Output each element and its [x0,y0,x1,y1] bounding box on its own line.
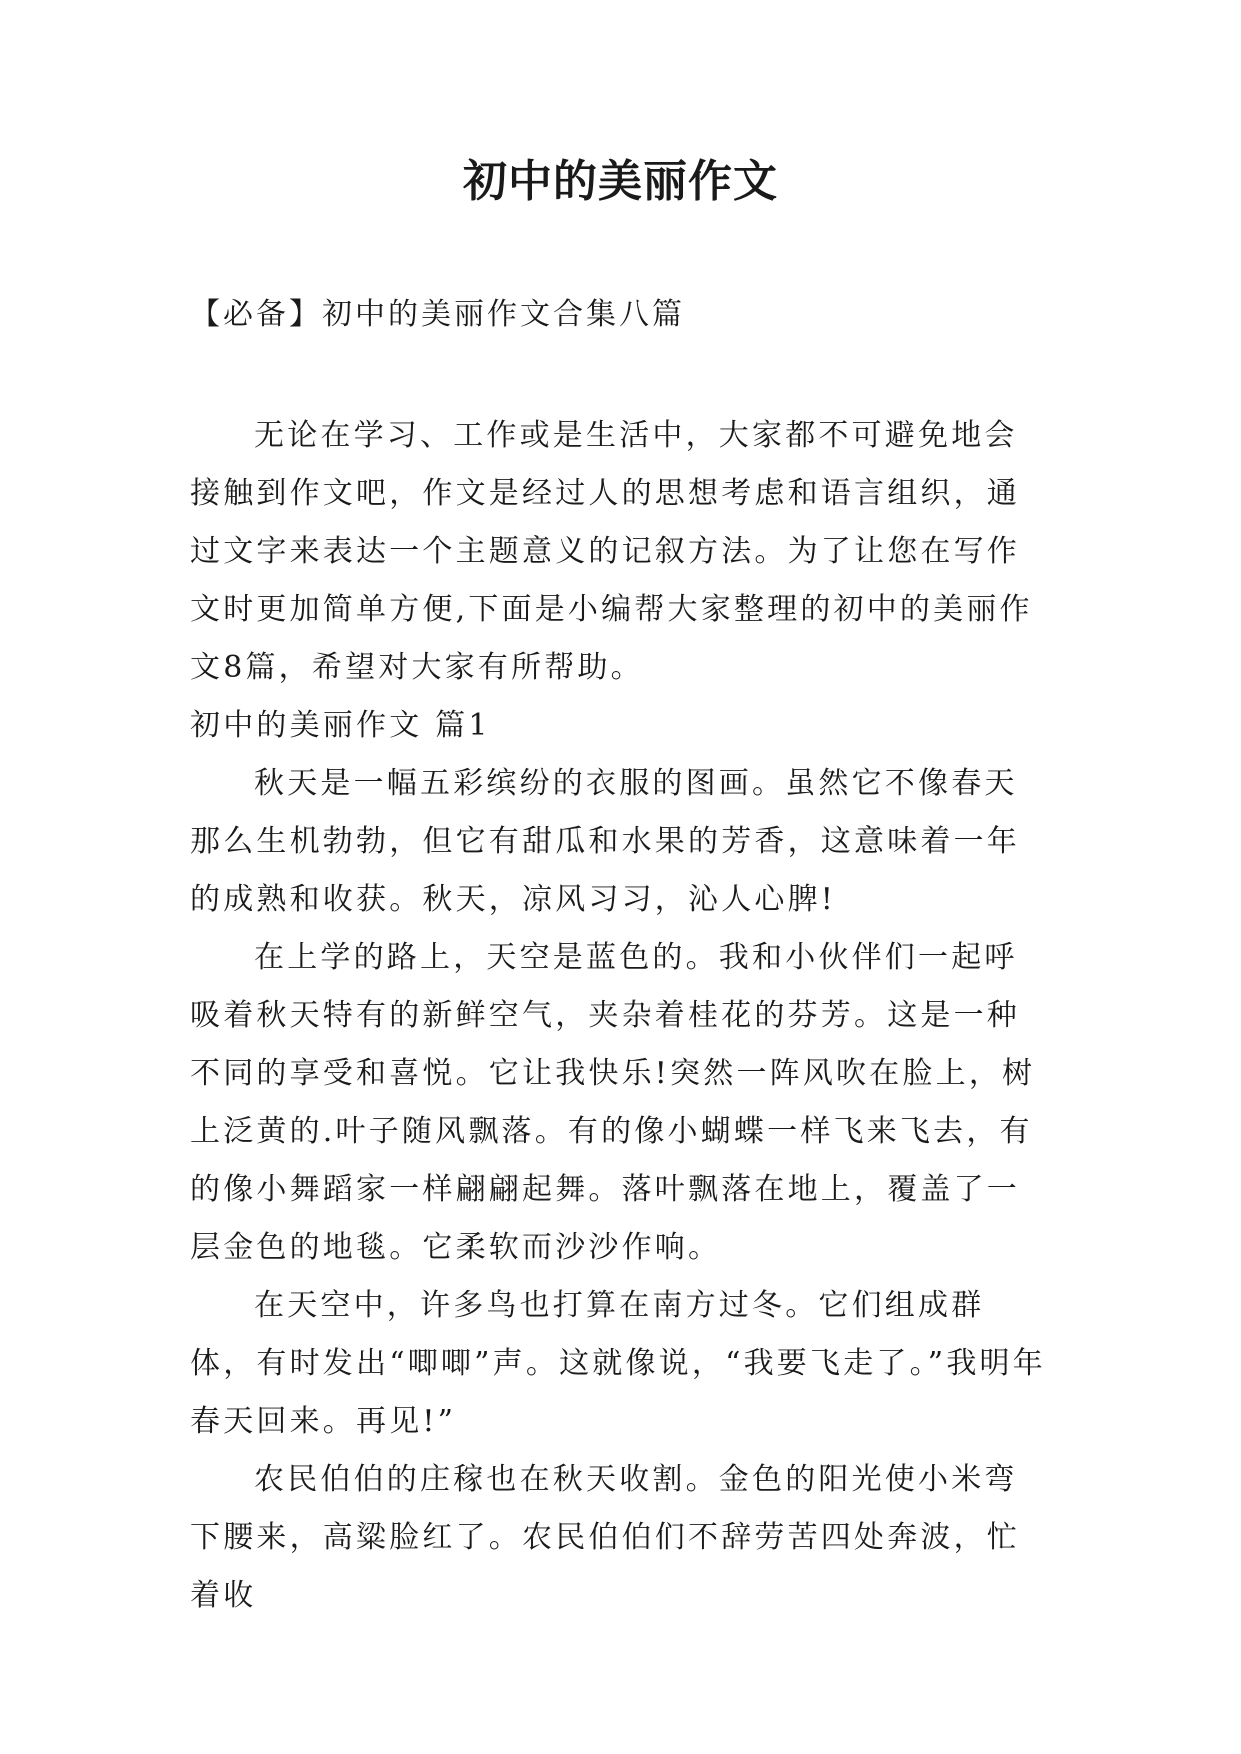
body-paragraph: 在天空中，许多鸟也打算在南方过冬。它们组成群体，有时发出“唧唧”声。这就像说，“我要飞走了。”我明年春天回来。再见!” [190,1288,1046,1439]
body-paragraph: 农民伯伯的庄稼也在秋天收割。金色的阳光使小米弯下腰来，高粱脸红了。农民伯伯们不辞劳苦四处奔波，忙着收 [190,1462,1020,1613]
body-paragraph: 秋天是一幅五彩缤纷的衣服的图画。虽然它不像春天那么生机勃勃，但它有甜瓜和水果的芳香，这意味着一年的成熟和收获。秋天，凉风习习，沁人心脾! [190,766,1020,917]
document-subtitle: 【必备】初中的美丽作文合集八篇 [190,297,685,332]
intro-paragraph: 无论在学习、工作或是生活中，大家都不可避免地会接触到作文吧，作文是经过人的思想考虑和语言组织，通过文字来表达一个主题意义的记叙方法。为了让您在写作文时更加简单方便,下面是小编帮大家整理的初中的美丽作文8篇，希望对大家有所帮助。 [190,418,1033,685]
body-paragraph: 在上学的路上，天空是蓝色的。我和小伙伴们一起呼吸着秋天特有的新鲜空气，夹杂着桂花的芬芳。这是一种不同的享受和喜悦。它让我快乐!突然一阵风吹在脸上，树上泛黄的.叶子随风飘落。有的像小蝴蝶一样飞来飞去，有的像小舞蹈家一样翩翩起舞。落叶飘落在地上，覆盖了一层金色的地毯。它柔软而沙沙作响。 [190,940,1036,1265]
section-heading: 初中的美丽作文 篇1 [190,708,491,743]
document-body [190,407,1050,1625]
document-title: 初中的美丽作文 [463,156,778,207]
